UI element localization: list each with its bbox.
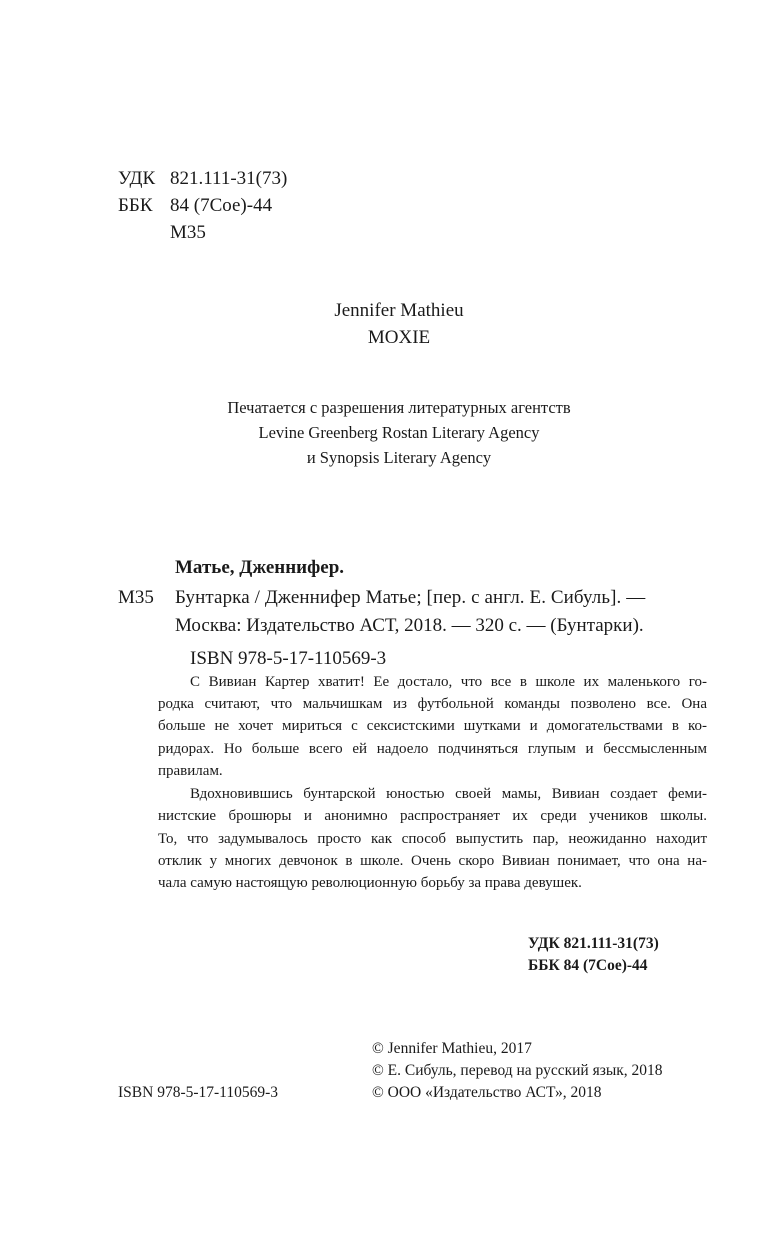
bbk-value: 84 (7Сое)-44: [170, 195, 273, 216]
footer-bbk: ББК 84 (7Сое)-44: [528, 957, 648, 974]
annotation-line: ридорах. Но больше всего ей надоело подчиняться глупым и бессмысленным: [158, 741, 707, 757]
annotation-line: Вдохновившись бунтарской юностью своей мамы, Вивиан создает феми-: [190, 786, 707, 802]
footer-isbn: ISBN 978-5-17-110569-3: [118, 1084, 279, 1101]
annotation-line: нистские брошюры и анонимно распространяет их среди учеников школы.: [158, 808, 707, 824]
annotation-line: С Вивиан Картер хватит! Ее достало, что все в школе их маленького го-: [190, 674, 707, 690]
copyright-line: © ООО «Издательство АСТ», 2018: [372, 1084, 602, 1101]
permission-line: Levine Greenberg Rostan Literary Agency: [258, 423, 540, 442]
footer-udk: УДК 821.111-31(73): [528, 935, 659, 952]
copyright-line: © Jennifer Mathieu, 2017: [372, 1040, 532, 1057]
record-heading: Матье, Дженнифер.: [175, 557, 345, 578]
annotation-line: отклик у многих девчонок в школе. Очень скоро Вивиан понимает, что она на-: [158, 853, 707, 869]
permission-line: Печатается с разрешения литературных агентств: [227, 398, 571, 417]
annotation-line: больше не хочет мириться с сексистскими шутками и домогательствами в ко-: [158, 718, 707, 734]
author-mark: М35: [170, 222, 206, 243]
udk-value: 821.111-31(73): [170, 168, 288, 189]
udk-label: УДК: [118, 168, 156, 189]
annotation-line: То, что задумывалось просто как способ выпустить пар, неожиданно находит: [158, 831, 707, 847]
bbk-label: ББК: [118, 195, 153, 216]
permission-line: и Synopsis Literary Agency: [306, 448, 492, 467]
annotation-line: чала самую настоящую революционную борьбу за права девушек.: [158, 875, 582, 891]
original-title: MOXIE: [367, 327, 431, 348]
annotation-line: правилам.: [158, 763, 223, 779]
original-author: Jennifer Mathieu: [334, 300, 464, 321]
record-isbn: ISBN 978-5-17-110569-3: [190, 648, 387, 669]
annotation-line: родка считают, что мальчишкам из футбольной команды позволено все. Она: [158, 696, 707, 712]
copyright-line: © Е. Сибуль, перевод на русский язык, 2018: [372, 1062, 663, 1079]
record-line: Бунтарка / Дженнифер Матье; [пер. с англ. Е. Сибуль]. —: [175, 587, 646, 608]
record-line: Москва: Издательство АСТ, 2018. — 320 с. — (Бунтарки).: [175, 615, 644, 636]
record-author-mark: М35: [118, 587, 154, 608]
